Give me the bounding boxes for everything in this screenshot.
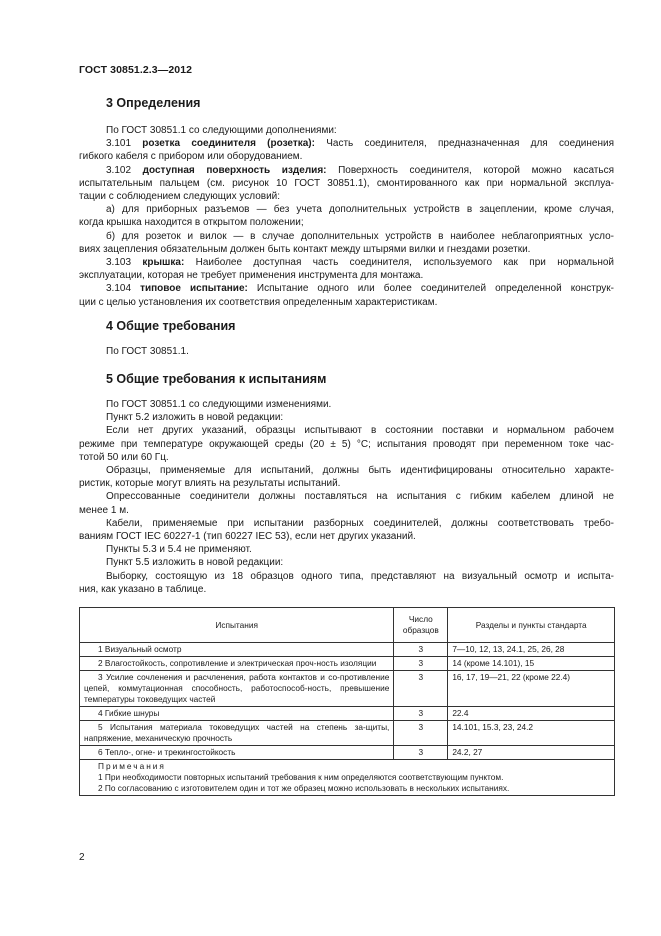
table-cell-count: 3 xyxy=(394,657,448,671)
section-3-intro: По ГОСТ 30851.1 со следующими дополнениями: xyxy=(106,125,337,136)
definition-3102-cont-2: тации с соблюдением следующих условий: xyxy=(79,191,281,203)
table-row xyxy=(80,657,615,671)
section-5-p8: Пункт 5.5 изложить в новой редакции: xyxy=(106,557,284,569)
table-cell-test: 1 Визуальный осмотр xyxy=(80,643,394,657)
section-5-p6-line2: ваниям ГОСТ IEC 60227-1 (тип 60227 IEC 53), если нет других указаний. xyxy=(79,531,416,543)
section-3-body xyxy=(79,124,614,309)
table-cell-count: 3 xyxy=(394,721,448,746)
table-cell-sections: 16, 17, 19—21, 22 (кроме 22.4) xyxy=(448,671,615,707)
table-row xyxy=(80,707,615,721)
section-5-p3-line1: Если нет других указаний, образцы испытывают в состоянии поставки и нормальном рабочем xyxy=(106,425,614,437)
section-4-text: По ГОСТ 30851.1. xyxy=(106,346,189,357)
definition-3102-b-cont: виях зацепления обязательным должен быть контакт между штырями вилки и гнездами розетки. xyxy=(79,243,531,255)
section-5-p4-line1: Образцы, применяемые для испытаний, должны быть идентифицированы относительно характе- xyxy=(106,465,614,477)
table-row xyxy=(80,671,615,707)
table-cell-test: 3 Усилие сочленения и расчленения, работа контактов и со-противление цепей, коммутационная способность, работоспособ-ность, превышение температуры токоведущих частей xyxy=(80,671,394,707)
table-header-count: Число образцов xyxy=(394,608,448,643)
notes-title: Примечания xyxy=(98,761,166,771)
section-5-p9-line2: ния, как указано в таблице. xyxy=(79,583,207,595)
document-header: ГОСТ 30851.2.3—2012 xyxy=(79,64,193,76)
section-5-p5-line1: Опрессованные соединители должны поставляться на испытания с гибким кабелем длиной не xyxy=(106,491,614,503)
table-cell-count: 3 xyxy=(394,746,448,760)
table-cell-count: 3 xyxy=(394,643,448,657)
section-5-p7: Пункты 5.3 и 5.4 не применяют. xyxy=(106,544,252,556)
table-cell-sections: 24.2, 27 xyxy=(448,746,615,760)
table-cell-test: 4 Гибкие шнуры xyxy=(80,707,394,721)
definition-3101: 3.101 розетка соединителя (розетка): Часть соединителя, предназначенная для соединения xyxy=(106,138,614,150)
table-notes xyxy=(80,760,615,796)
table-header-sections: Разделы и пункты стандарта xyxy=(448,608,615,643)
table-cell-count: 3 xyxy=(394,707,448,721)
table-row xyxy=(80,721,615,746)
definition-3104: 3.104 типовое испытание: Испытание одного или более соединителей определенной конструк- xyxy=(106,283,615,295)
table-header-tests: Испытания xyxy=(80,608,394,643)
section-5-p5-line2: менее 1 м. xyxy=(79,504,129,516)
section-4-title: 4 Общие требования xyxy=(106,319,236,333)
table-notes-row xyxy=(80,760,615,796)
definition-3102: 3.102 доступная поверхность изделия: Поверхность соединителя, которой можно касаться xyxy=(106,164,614,176)
tests-table xyxy=(79,607,615,796)
section-4-body xyxy=(79,345,614,358)
note-item: 1 При необходимости повторных испытаний требования к ним определяются соответствующим пунктом. xyxy=(98,772,504,782)
table-cell-sections: 22.4 xyxy=(448,707,615,721)
page-number: 2 xyxy=(79,852,85,863)
section-3-title: 3 Определения xyxy=(106,96,201,110)
table-cell-sections: 7—10, 12, 13, 24.1, 25, 26, 28 xyxy=(448,643,615,657)
section-5-title: 5 Общие требования к испытаниям xyxy=(106,372,327,386)
table-cell-count: 3 xyxy=(394,671,448,707)
table-cell-test: 6 Тепло-, огне- и трекингостойкость xyxy=(80,746,394,760)
table-row xyxy=(80,643,615,657)
table-cell-test: 5 Испытания материала токоведущих частей на степень за-щиты, напряжение, механическую прочность xyxy=(80,721,394,746)
section-5-p2: Пункт 5.2 изложить в новой редакции: xyxy=(106,412,284,424)
table-cell-sections: 14.101, 15.3, 23, 24.2 xyxy=(448,721,615,746)
section-5-p3-line2: режиме при температуре окружающей среды (20 ± 5) °С; испытания проводят при переменном токе час- xyxy=(79,438,614,450)
definition-3103-cont: эксплуатации, которая не требует применения инструмента для монтажа. xyxy=(79,270,424,282)
definition-3102-a: а) для приборных разъемов — без учета дополнительных устройств в зацеплении, кроме случая, xyxy=(106,204,614,216)
note-item: 2 По согласованию с изготовителем один и тот же образец можно использовать в нескольких испытаниях. xyxy=(98,783,510,793)
definition-3102-cont-1: испытательным пальцем (см. рисунок 10 ГОСТ 30851.1), смонтированного как при нормальной эксплуа- xyxy=(79,177,614,189)
table-cell-sections: 14 (кроме 14.101), 15 xyxy=(448,657,615,671)
section-5-p3-line3: тотой 50 или 60 Гц. xyxy=(79,451,169,463)
section-5-p4-line2: ристик, которые могут влиять на результаты испытаний. xyxy=(79,478,341,490)
definition-3102-b: б) для розеток и вилок — в случае дополнительных устройств в наиболее неблагоприятных усло- xyxy=(106,230,614,242)
section-5-p9-line1: Выборку, состоящую из 18 образцов одного типа, представляют на визуальный осмотр и испыта- xyxy=(106,570,614,582)
section-5-p1: По ГОСТ 30851.1 со следующими изменениями. xyxy=(106,399,332,410)
section-5-p6-line1: Кабели, применяемые при испытании разборных соединителей, должны соответствовать требо- xyxy=(106,517,614,529)
table-header-row xyxy=(80,608,615,643)
definition-3101-cont: гибкого кабеля с прибором или оборудованием. xyxy=(79,151,303,163)
definition-3104-cont: ции с целью установления их соответствия определенным характеристикам. xyxy=(79,296,438,308)
section-5-body xyxy=(79,398,614,596)
table-cell-test: 2 Влагостойкость, сопротивление и электрическая проч-ность изоляции xyxy=(80,657,394,671)
definition-3102-a-cont: когда крышка находится в открытом положении; xyxy=(79,217,304,229)
definition-3103: 3.103 крышка: Наиболее доступная часть соединителя, используемого как при нормальной xyxy=(106,257,614,269)
table-row xyxy=(80,746,615,760)
